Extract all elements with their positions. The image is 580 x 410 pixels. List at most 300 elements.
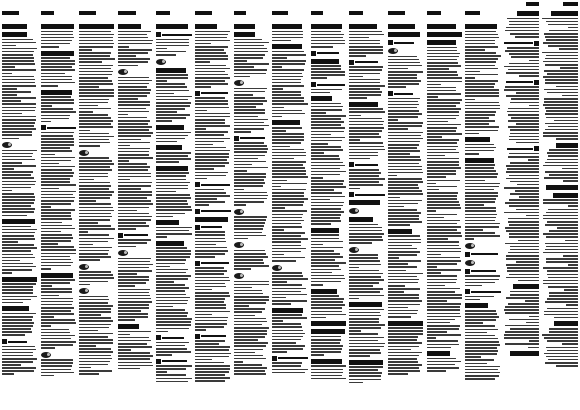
text-line bbox=[2, 45, 16, 47]
text-line bbox=[234, 103, 264, 105]
text-line bbox=[427, 300, 447, 302]
text-line bbox=[79, 123, 110, 125]
text-line bbox=[234, 173, 266, 175]
text-line bbox=[427, 223, 457, 225]
text-line bbox=[427, 87, 456, 89]
text-line bbox=[427, 53, 460, 55]
text-line bbox=[79, 92, 114, 94]
text-line bbox=[388, 288, 420, 290]
text-line bbox=[427, 358, 456, 360]
paragraph bbox=[349, 66, 385, 77]
text-line bbox=[79, 176, 108, 178]
text-line bbox=[465, 52, 495, 54]
text-line bbox=[543, 233, 577, 235]
text-line bbox=[388, 297, 419, 299]
text-line bbox=[79, 250, 109, 252]
paragraph bbox=[156, 132, 192, 143]
text-line bbox=[388, 285, 405, 287]
paragraph bbox=[311, 247, 347, 252]
text-line bbox=[506, 27, 539, 29]
text-line bbox=[349, 97, 367, 99]
text-line bbox=[311, 109, 342, 111]
text-line bbox=[465, 210, 496, 212]
text-line bbox=[2, 370, 34, 372]
text-line bbox=[311, 307, 342, 309]
paragraph bbox=[2, 91, 38, 96]
text-line bbox=[388, 342, 422, 344]
text-line bbox=[234, 321, 267, 323]
text-line bbox=[504, 337, 539, 339]
section-header-bar bbox=[272, 24, 302, 29]
paragraph bbox=[2, 48, 38, 68]
text-line bbox=[234, 225, 264, 227]
text-line bbox=[41, 228, 76, 230]
paragraph bbox=[388, 200, 424, 208]
text-line bbox=[156, 253, 191, 255]
section-title-line bbox=[162, 337, 184, 339]
text-line bbox=[349, 254, 378, 256]
paragraph bbox=[79, 203, 115, 223]
paragraph bbox=[542, 123, 578, 140]
text-line bbox=[311, 269, 341, 271]
text-line bbox=[349, 369, 378, 371]
text-line bbox=[234, 60, 248, 62]
text-line bbox=[388, 193, 423, 195]
paragraph bbox=[311, 31, 347, 48]
text-line bbox=[427, 210, 437, 212]
text-line bbox=[508, 221, 539, 223]
text-line bbox=[388, 294, 419, 296]
text-line bbox=[465, 102, 499, 104]
text-line bbox=[79, 117, 111, 119]
text-line bbox=[195, 77, 230, 79]
section-header-bar bbox=[349, 360, 383, 365]
paragraph bbox=[465, 335, 501, 358]
text-line bbox=[118, 111, 150, 113]
paragraph bbox=[195, 97, 231, 111]
paragraph bbox=[272, 51, 308, 59]
text-line bbox=[311, 189, 334, 191]
text-line bbox=[79, 228, 114, 230]
text-line bbox=[311, 134, 331, 136]
text-line bbox=[195, 368, 230, 370]
text-line bbox=[41, 169, 72, 171]
text-line bbox=[195, 343, 219, 345]
text-line bbox=[79, 185, 111, 187]
text-line bbox=[41, 313, 75, 315]
paragraph bbox=[542, 267, 578, 290]
text-line bbox=[79, 259, 100, 261]
paragraph bbox=[156, 309, 192, 332]
paragraph bbox=[542, 209, 578, 229]
text-line bbox=[547, 73, 578, 75]
section-header-bar bbox=[156, 241, 184, 246]
text-line bbox=[543, 165, 578, 167]
text-line bbox=[79, 49, 92, 51]
text-line bbox=[427, 59, 458, 61]
text-line bbox=[427, 364, 456, 366]
text-line bbox=[529, 60, 539, 62]
text-line bbox=[118, 77, 149, 79]
text-line bbox=[2, 97, 36, 99]
text-line bbox=[505, 30, 540, 32]
text-line bbox=[529, 105, 539, 107]
text-line bbox=[41, 215, 72, 217]
text-line bbox=[156, 117, 185, 119]
section-number-box bbox=[534, 80, 539, 85]
text-line bbox=[41, 188, 59, 190]
text-line bbox=[41, 332, 71, 334]
text-line bbox=[465, 226, 499, 228]
text-line bbox=[517, 184, 539, 186]
text-line bbox=[549, 292, 578, 294]
text-line bbox=[465, 275, 500, 277]
paragraph bbox=[234, 109, 270, 117]
text-line bbox=[118, 355, 153, 357]
text-line bbox=[427, 235, 462, 237]
text-line bbox=[510, 249, 540, 251]
text-line bbox=[272, 339, 301, 341]
text-line bbox=[118, 225, 149, 227]
text-line bbox=[272, 314, 302, 316]
numbered-section-heading bbox=[195, 225, 231, 230]
text-line bbox=[118, 365, 153, 367]
text-line bbox=[195, 141, 224, 143]
text-line bbox=[156, 51, 186, 53]
text-line bbox=[427, 96, 439, 98]
text-line bbox=[234, 330, 268, 332]
text-line bbox=[156, 236, 167, 238]
paragraph bbox=[427, 303, 463, 323]
text-line bbox=[272, 73, 302, 75]
text-line bbox=[427, 176, 447, 178]
text-line bbox=[195, 286, 226, 288]
device-diagram-icon bbox=[118, 69, 128, 75]
paragraph bbox=[504, 243, 540, 263]
text-line bbox=[272, 303, 291, 305]
paragraph bbox=[465, 275, 501, 286]
text-line bbox=[272, 192, 304, 194]
text-line bbox=[156, 161, 178, 163]
text-line bbox=[156, 342, 189, 344]
text-line bbox=[79, 216, 112, 218]
text-line bbox=[156, 309, 185, 311]
text-line bbox=[156, 105, 190, 107]
text-line bbox=[465, 61, 496, 63]
text-line bbox=[79, 99, 109, 101]
text-line bbox=[79, 89, 114, 91]
text-line bbox=[234, 185, 264, 187]
text-line bbox=[545, 123, 578, 125]
text-line bbox=[311, 202, 344, 204]
text-line bbox=[543, 135, 578, 137]
text-line bbox=[195, 122, 225, 124]
paragraph bbox=[195, 247, 231, 258]
text-line bbox=[118, 145, 130, 147]
text-line bbox=[79, 163, 114, 165]
text-line bbox=[504, 89, 539, 91]
text-line bbox=[118, 307, 149, 309]
paragraph bbox=[504, 264, 540, 281]
device-diagram-icon bbox=[2, 142, 12, 148]
paragraph bbox=[542, 18, 578, 29]
section-header-bar bbox=[311, 24, 342, 29]
paragraph bbox=[272, 69, 308, 89]
text-line bbox=[118, 135, 151, 137]
text-column bbox=[2, 0, 38, 405]
text-line bbox=[272, 365, 301, 367]
text-line bbox=[195, 195, 230, 197]
text-line bbox=[427, 334, 462, 336]
paragraph bbox=[118, 31, 154, 48]
paragraph bbox=[542, 98, 578, 121]
text-line bbox=[195, 175, 226, 177]
text-line bbox=[118, 179, 131, 181]
paragraph bbox=[427, 257, 463, 268]
text-line bbox=[41, 172, 74, 174]
text-line bbox=[234, 57, 264, 59]
text-line bbox=[156, 365, 191, 367]
paragraph bbox=[388, 122, 424, 130]
text-line bbox=[544, 311, 578, 313]
text-line bbox=[118, 148, 150, 150]
text-line bbox=[118, 86, 147, 88]
text-line bbox=[388, 144, 419, 146]
text-line bbox=[465, 176, 497, 178]
text-line bbox=[311, 37, 343, 39]
text-line bbox=[79, 241, 108, 243]
text-line bbox=[2, 313, 36, 315]
numbered-section-heading bbox=[311, 82, 347, 87]
manual-leaflet bbox=[2, 0, 578, 410]
text-line bbox=[156, 185, 187, 187]
text-line bbox=[388, 224, 410, 226]
text-line bbox=[427, 99, 462, 101]
text-line bbox=[195, 97, 225, 99]
text-line bbox=[118, 120, 150, 122]
paragraph bbox=[388, 178, 424, 198]
text-line bbox=[349, 88, 379, 90]
text-line bbox=[2, 211, 34, 213]
text-line bbox=[427, 285, 445, 287]
text-line bbox=[349, 149, 384, 151]
text-line bbox=[311, 155, 340, 157]
text-line bbox=[234, 293, 264, 295]
text-line bbox=[510, 193, 539, 195]
text-line bbox=[349, 49, 382, 51]
text-line bbox=[272, 248, 306, 250]
text-line bbox=[41, 73, 65, 75]
text-line bbox=[510, 33, 540, 35]
text-line bbox=[465, 220, 495, 222]
text-line bbox=[234, 216, 267, 218]
paragraph bbox=[234, 119, 270, 133]
text-line bbox=[272, 351, 287, 353]
text-line bbox=[41, 99, 75, 101]
text-line bbox=[388, 367, 419, 369]
section-title-line bbox=[47, 127, 77, 129]
paragraph bbox=[465, 80, 501, 100]
text-line bbox=[349, 139, 360, 141]
text-line bbox=[272, 198, 307, 200]
text-line bbox=[272, 226, 301, 228]
text-line bbox=[507, 168, 539, 170]
text-line bbox=[349, 181, 379, 183]
text-line bbox=[311, 244, 323, 246]
text-line bbox=[388, 212, 421, 214]
text-line bbox=[234, 106, 257, 108]
text-line bbox=[311, 223, 331, 225]
text-line bbox=[118, 267, 149, 269]
text-line bbox=[510, 162, 539, 164]
text-line bbox=[545, 162, 578, 164]
numbered-section-heading bbox=[311, 51, 347, 56]
text-line bbox=[2, 79, 35, 81]
text-line bbox=[508, 156, 539, 158]
paragraph bbox=[311, 115, 347, 135]
text-line bbox=[2, 328, 31, 330]
text-line bbox=[427, 288, 460, 290]
text-line bbox=[2, 76, 34, 78]
text-line bbox=[427, 93, 462, 95]
text-line bbox=[2, 196, 35, 198]
text-line bbox=[388, 330, 423, 332]
text-line bbox=[509, 236, 539, 238]
paragraph bbox=[427, 47, 463, 70]
paragraph bbox=[504, 291, 540, 302]
text-line bbox=[545, 171, 578, 173]
device-diagram-icon bbox=[349, 247, 359, 253]
paragraph bbox=[118, 191, 154, 211]
numbered-section-heading bbox=[156, 335, 192, 340]
text-line bbox=[465, 164, 495, 166]
text-line bbox=[427, 133, 462, 135]
section-header-bar bbox=[41, 51, 74, 56]
text-line bbox=[311, 74, 346, 76]
text-line bbox=[349, 324, 384, 326]
text-line bbox=[547, 152, 578, 154]
text-line bbox=[195, 37, 227, 39]
text-line bbox=[465, 120, 495, 122]
text-line bbox=[234, 367, 268, 369]
text-line bbox=[311, 174, 340, 176]
text-line bbox=[528, 347, 539, 349]
paragraph bbox=[311, 192, 347, 200]
paragraph bbox=[427, 334, 463, 339]
paragraph bbox=[542, 292, 578, 306]
text-line bbox=[465, 40, 495, 42]
paragraph bbox=[2, 97, 38, 102]
text-line bbox=[79, 314, 100, 316]
text-line bbox=[349, 130, 382, 132]
text-line bbox=[195, 277, 230, 279]
text-line bbox=[118, 313, 148, 315]
text-line bbox=[547, 92, 578, 94]
text-line bbox=[544, 177, 578, 179]
paragraph bbox=[234, 192, 270, 206]
text-line bbox=[272, 183, 307, 185]
text-line bbox=[272, 186, 281, 188]
text-line bbox=[156, 374, 185, 376]
text-line bbox=[41, 31, 73, 33]
text-line bbox=[427, 269, 461, 271]
paragraph bbox=[2, 103, 38, 114]
text-line bbox=[427, 71, 457, 73]
text-line bbox=[234, 358, 267, 360]
text-line bbox=[427, 167, 461, 169]
text-line bbox=[272, 176, 308, 178]
text-line bbox=[543, 42, 578, 44]
text-line bbox=[349, 43, 379, 45]
text-line bbox=[427, 195, 457, 197]
paragraph bbox=[427, 358, 463, 372]
text-line bbox=[41, 154, 55, 156]
text-line bbox=[544, 70, 578, 72]
text-line bbox=[156, 74, 188, 76]
text-line bbox=[2, 352, 33, 354]
paragraph bbox=[272, 189, 308, 209]
text-line bbox=[156, 284, 185, 286]
text-line bbox=[518, 280, 539, 282]
paragraph bbox=[195, 113, 231, 130]
paragraph bbox=[388, 98, 424, 121]
text-line bbox=[156, 39, 188, 41]
text-line bbox=[562, 343, 578, 345]
text-line bbox=[79, 281, 108, 283]
text-line bbox=[118, 362, 152, 364]
text-line bbox=[349, 330, 361, 332]
language-tab bbox=[311, 11, 323, 15]
text-line bbox=[465, 238, 474, 240]
text-line bbox=[195, 371, 229, 373]
section-title-line bbox=[201, 226, 222, 228]
text-line bbox=[543, 199, 578, 201]
text-line bbox=[234, 228, 263, 230]
section-header-bar bbox=[388, 229, 412, 234]
text-line bbox=[195, 289, 212, 291]
paragraph bbox=[542, 258, 578, 266]
text-line bbox=[156, 324, 191, 326]
text-line bbox=[41, 102, 74, 104]
text-line bbox=[234, 100, 268, 102]
text-line bbox=[234, 76, 251, 78]
text-line bbox=[2, 91, 31, 93]
text-line bbox=[506, 258, 539, 260]
text-line bbox=[195, 283, 225, 285]
text-line bbox=[234, 192, 267, 194]
text-line bbox=[508, 252, 539, 254]
text-line bbox=[2, 88, 17, 90]
text-line bbox=[41, 231, 62, 233]
text-line bbox=[311, 241, 344, 243]
text-line bbox=[234, 290, 263, 292]
text-line bbox=[272, 142, 301, 144]
language-tab bbox=[388, 11, 405, 15]
text-line bbox=[41, 96, 72, 98]
paragraph bbox=[388, 56, 424, 70]
text-line bbox=[349, 34, 384, 36]
text-line bbox=[195, 46, 228, 48]
text-line bbox=[465, 49, 485, 51]
text-line bbox=[388, 218, 419, 220]
text-line bbox=[427, 204, 460, 206]
text-line bbox=[41, 138, 75, 140]
text-line bbox=[2, 266, 36, 268]
paragraph bbox=[388, 288, 424, 293]
text-column bbox=[195, 0, 231, 405]
text-line bbox=[388, 77, 417, 79]
text-line bbox=[349, 91, 382, 93]
